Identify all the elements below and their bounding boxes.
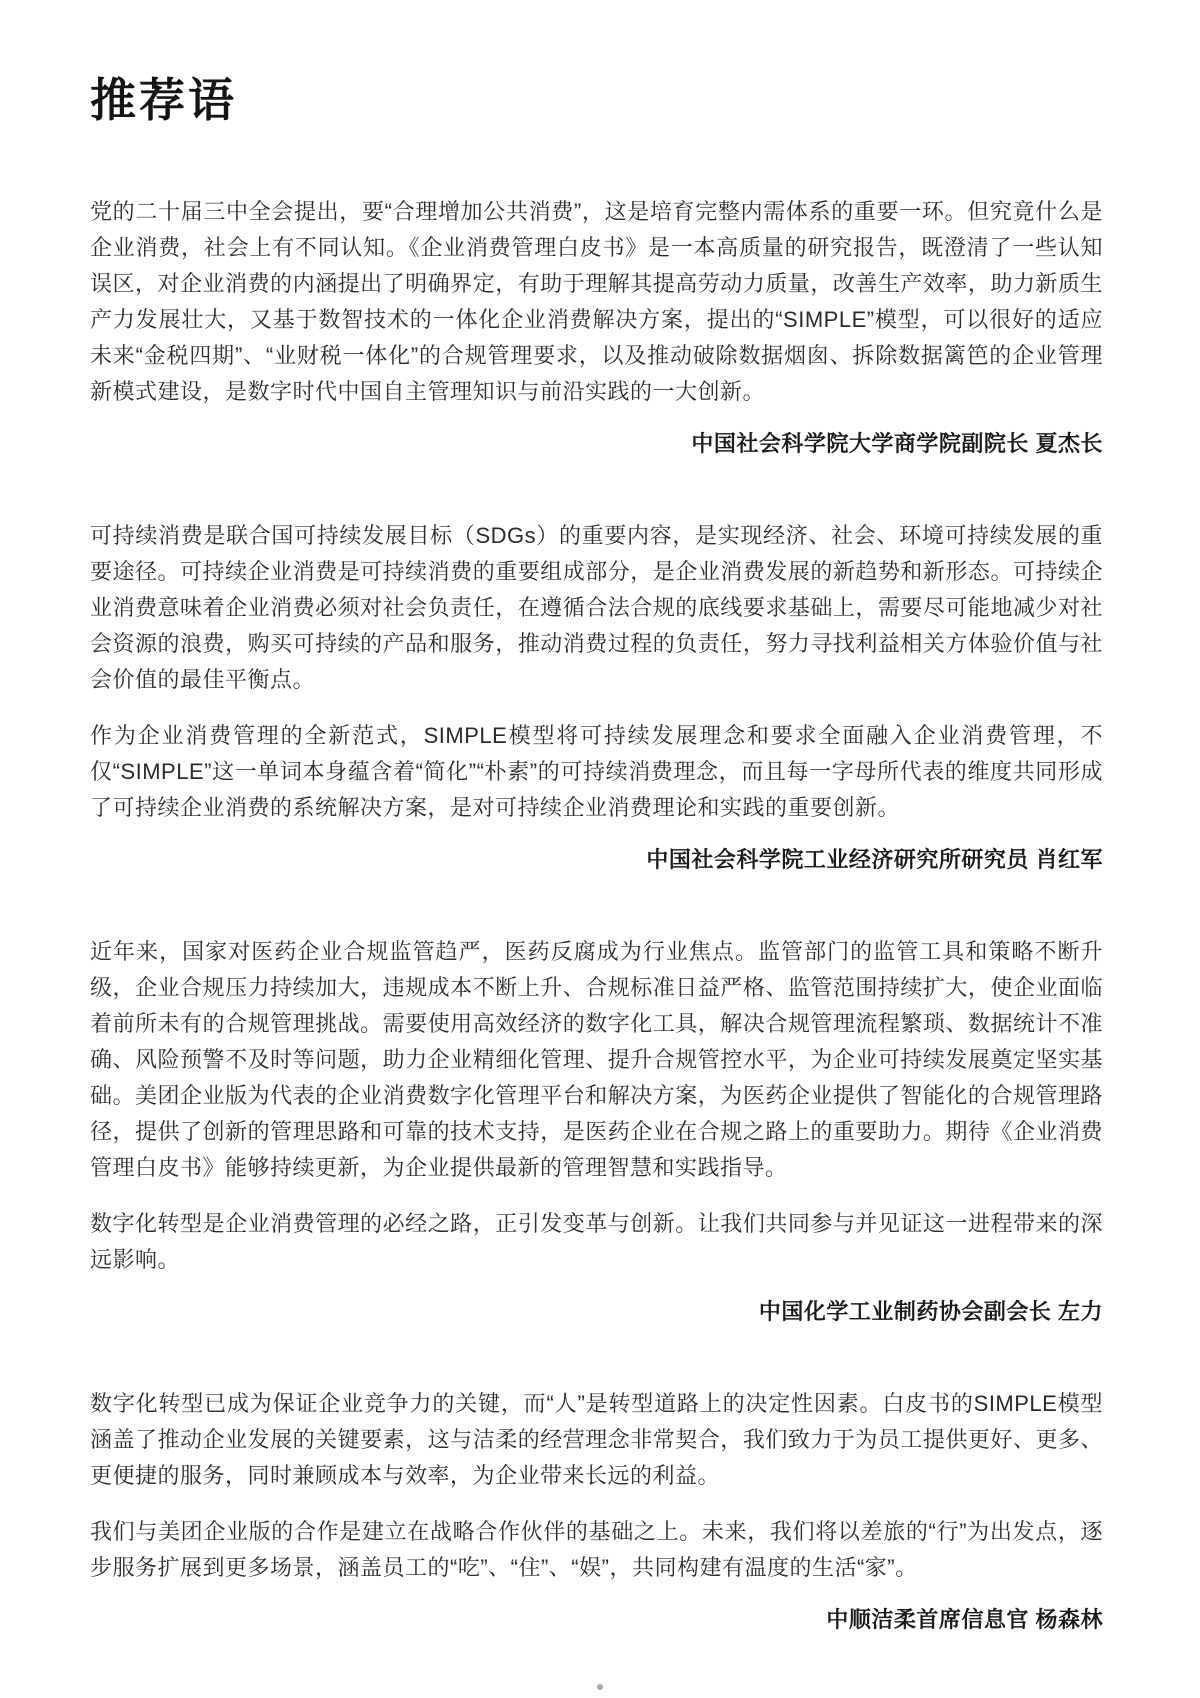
recommendation-paragraph: 我们与美团企业版的合作是建立在战略合作伙伴的基础之上。未来，我们将以差旅的“行”为出发点，逐步服务扩展到更多场景，涵盖员工的“吃”、“住”、“娱”，共同构建有温度的生活“家”。 xyxy=(90,1519,1103,1580)
recommendation-paragraph: 近年来，国家对医药企业合规监管趋严，医药反腐成为行业焦点。监管部门的监管工具和策略不断升级，企业合规压力持续加大，违规成本不断上升、合规标准日益严格、监管范围持续扩大，使企业面临着前所未有的合规管理挑战。需要使用高效经济的数字化工具，解决合规管理流程繁琐、数据统计不准确、风险预警不及时等问题，助力企业精细化管理、提升合规管控水平，为企业可持续发展奠定坚实基础。美团企业版为代表的企业消费数字化管理平台和解决方案，为医药企业提供了智能化的合规管理路径，提供了创新的管理思路和可靠的技术支持，是医药企业在合规之路上的重要助力。期待《企业消费管理白皮书》能够持续更新，为企业提供最新的管理智慧和实践指导。 xyxy=(90,939,1103,1180)
recommendation-paragraph: 作为企业消费管理的全新范式，SIMPLE模型将可持续发展理念和要求全面融入企业消费管理，不仅“SIMPLE”这一单词本身蕴含着“简化”“朴素”的可持续消费理念，而且每一字母所代表的维度共同形成了可持续企业消费的系统解决方案，是对可持续企业消费理论和实践的重要创新。 xyxy=(90,723,1103,820)
page-dot-icon xyxy=(597,1684,603,1690)
attribution-line: 中国社会科学院大学商学院副院长 夏杰长 xyxy=(691,431,1103,456)
recommendation-section xyxy=(90,1386,1103,1638)
attribution-line: 中顺洁柔首席信息官 杨森林 xyxy=(826,1607,1103,1632)
recommendation-section xyxy=(90,194,1103,462)
page-title: 推荐语 xyxy=(90,74,237,126)
attribution-line: 中国社会科学院工业经济研究所研究员 肖红军 xyxy=(646,847,1103,872)
recommendation-paragraph: 可持续消费是联合国可持续发展目标（SDGs）的重要内容，是实现经济、社会、环境可持续发展的重要途径。可持续企业消费是可持续消费的重要组成部分，是企业消费发展的新趋势和新形态。可持续企业消费意味着企业消费必须对社会负责任，在遵循合法合规的底线要求基础上，需要尽可能地减少对社会资源的浪费，购买可持续的产品和服务，推动消费过程的负责任，努力寻找利益相关方体验价值与社会价值的最佳平衡点。 xyxy=(90,523,1103,692)
attribution-line: 中国化学工业制药协会副会长 左力 xyxy=(758,1299,1103,1324)
recommendation-section xyxy=(90,518,1103,878)
recommendation-paragraph: 数字化转型已成为保证企业竞争力的关键，而“人”是转型道路上的决定性因素。白皮书的SIMPLE模型涵盖了推动企业发展的关键要素，这与洁柔的经营理念非常契合，我们致力于为员工提供更好、更多、更便捷的服务，同时兼顾成本与效率，为企业带来长远的利益。 xyxy=(90,1391,1103,1488)
recommendation-paragraph: 党的二十届三中全会提出，要“合理增加公共消费”，这是培育完整内需体系的重要一环。但究竟什么是企业消费，社会上有不同认知。《企业消费管理白皮书》是一本高质量的研究报告，既澄清了一些认知误区，对企业消费的内涵提出了明确界定，有助于理解其提高劳动力质量，改善生产效率，助力新质生产力发展壮大，又基于数智技术的一体化企业消费解决方案，提出的“SIMPLE”模型，可以很好的适应未来“金税四期”、“业财税一体化”的合规管理要求，以及推动破除数据烟囱、拆除数据篱笆的企业管理新模式建设，是数字时代中国自主管理知识与前沿实践的一大创新。 xyxy=(90,199,1103,404)
page-content xyxy=(90,194,1103,1638)
recommendation-section xyxy=(90,934,1103,1330)
recommendation-paragraph: 数字化转型是企业消费管理的必经之路，正引发变革与创新。让我们共同参与并见证这一进程带来的深远影响。 xyxy=(90,1211,1103,1272)
